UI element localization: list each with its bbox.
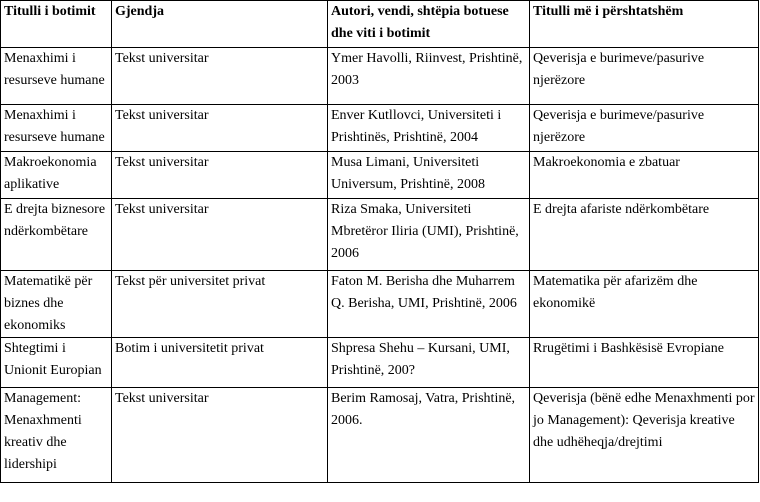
cell-author-publisher: Shpresa Shehu – Kursani, UMI, Prishtinë, 200? [328, 338, 530, 388]
cell-publication-title: Menaxhimi i resurseve humane [1, 105, 112, 152]
cell-publication-title: Makroekonomia aplikative [1, 152, 112, 199]
table-row [1, 152, 759, 199]
cell-suggested-title: Makroekonomia e zbatuar [530, 152, 759, 199]
header-author-publisher: Autori, vendi, shtëpia botuese dhe viti i botimit [328, 1, 530, 48]
cell-status: Tekst universitar [112, 152, 328, 199]
cell-status: Tekst universitar [112, 105, 328, 152]
table-row [1, 338, 759, 388]
cell-author-publisher: Ymer Havolli, Riinvest, Prishtinë, 2003 [328, 48, 530, 105]
cell-author-publisher: Riza Smaka, Universiteti Mbretëror Iliria (UMI), Prishtinë, 2006 [328, 199, 530, 271]
table-row [1, 199, 759, 271]
cell-status: Tekst universitar [112, 388, 328, 483]
cell-author-publisher: Enver Kutllovci, Universiteti i Prishtinës, Prishtinë, 2004 [328, 105, 530, 152]
cell-suggested-title: Qeverisja (bënë edhe Menaxhmenti por jo Management): Qeverisja kreative dhe udhëheqja/drejtimi [530, 388, 759, 483]
table-row [1, 271, 759, 338]
cell-status: Tekst universitar [112, 48, 328, 105]
header-publication-title: Titulli i botimit [1, 1, 112, 48]
cell-status: Tekst universitar [112, 199, 328, 271]
cell-author-publisher: Faton M. Berisha dhe Muharrem Q. Berisha, UMI, Prishtinë, 2006 [328, 271, 530, 338]
cell-author-publisher: Berim Ramosaj, Vatra, Prishtinë, 2006. [328, 388, 530, 483]
cell-publication-title: Management: Menaxhmenti kreativ dhe lidershipi [1, 388, 112, 483]
cell-status: Botim i universitetit privat [112, 338, 328, 388]
table-header-row [1, 1, 759, 48]
cell-suggested-title: Rrugëtimi i Bashkësisë Evropiane [530, 338, 759, 388]
cell-suggested-title: E drejta afariste ndërkombëtare [530, 199, 759, 271]
cell-publication-title: Shtegtimi i Unionit Europian [1, 338, 112, 388]
cell-suggested-title: Qeverisja e burimeve/pasurive njerëzore [530, 48, 759, 105]
table-row [1, 105, 759, 152]
table-row [1, 48, 759, 105]
cell-publication-title: Menaxhimi i resurseve humane [1, 48, 112, 105]
cell-status: Tekst për universitet privat [112, 271, 328, 338]
cell-suggested-title: Qeverisja e burimeve/pasurive njerëzore [530, 105, 759, 152]
table-row [1, 388, 759, 483]
header-suggested-title: Titulli më i përshtatshëm [530, 1, 759, 48]
cell-suggested-title: Matematika për afarizëm dhe ekonomikë [530, 271, 759, 338]
cell-publication-title: Matematikë për biznes dhe ekonomiks [1, 271, 112, 338]
header-status: Gjendja [112, 1, 328, 48]
cell-publication-title: E drejta biznesore ndërkombëtare [1, 199, 112, 271]
cell-author-publisher: Musa Limani, Universiteti Universum, Prishtinë, 2008 [328, 152, 530, 199]
